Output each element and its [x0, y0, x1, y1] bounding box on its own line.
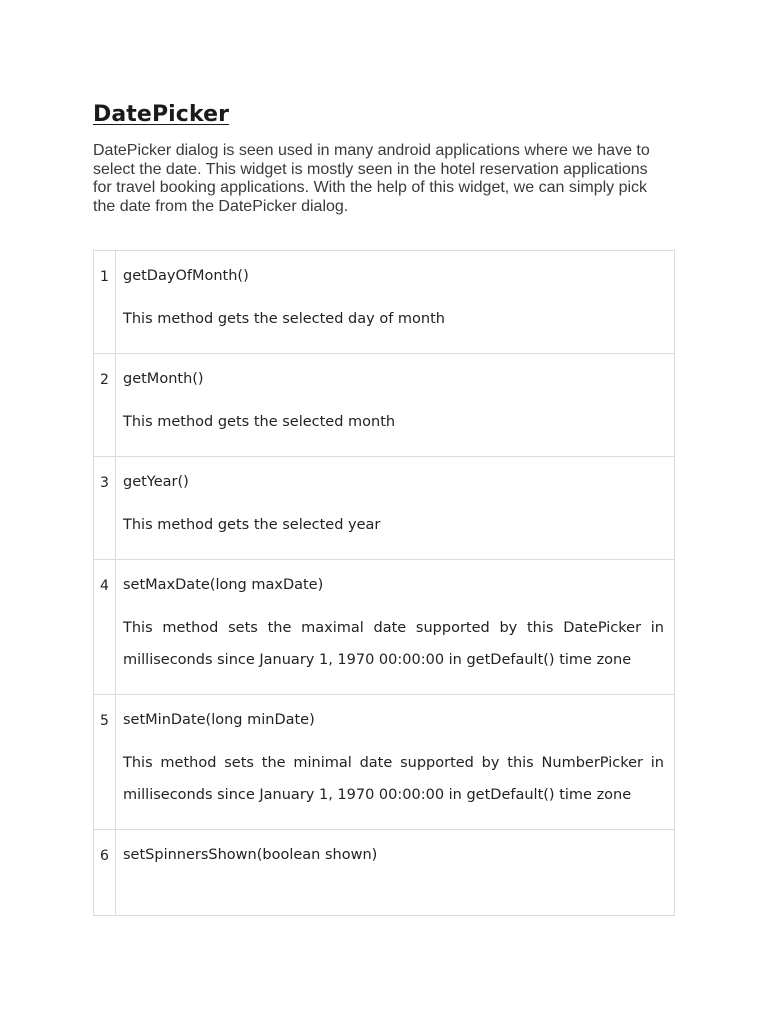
method-description: This method gets the selected day of month: [123, 311, 445, 327]
method-cell: [116, 560, 675, 695]
method-description: This method gets the selected month: [123, 414, 396, 430]
page-title: DatePicker: [93, 102, 230, 127]
method-signature: setSpinnersShown(boolean shown): [123, 847, 378, 863]
table-row: [94, 560, 675, 695]
row-number: 1: [94, 251, 116, 354]
method-cell: [116, 354, 675, 457]
row-number: 4: [94, 560, 116, 695]
method-signature: setMinDate(long minDate): [123, 712, 315, 728]
method-signature: getMonth(): [123, 371, 204, 387]
method-description: This method sets the minimal date supported by this NumberPicker in milliseconds since January 1, 1970 00:00:00 in getDefault() time zone: [123, 755, 664, 803]
method-cell: [116, 830, 675, 916]
row-number: 3: [94, 457, 116, 560]
method-signature: getDayOfMonth(): [123, 268, 249, 284]
table-row: [94, 251, 675, 354]
table-row: [94, 457, 675, 560]
method-signature: setMaxDate(long maxDate): [123, 577, 324, 593]
row-number: 5: [94, 695, 116, 830]
method-cell: [116, 695, 675, 830]
table-row: [94, 830, 675, 916]
method-signature: getYear(): [123, 474, 189, 490]
row-number: 6: [94, 830, 116, 916]
methods-table: [93, 250, 675, 916]
document-page: [93, 96, 676, 864]
method-cell: [116, 251, 675, 354]
method-description: This method sets the maximal date supported by this DatePicker in milliseconds since January 1, 1970 00:00:00 in getDefault() time zone: [123, 620, 664, 668]
method-description: This method gets the selected year: [123, 517, 381, 533]
method-cell: [116, 457, 675, 560]
row-number: 2: [94, 354, 116, 457]
intro-paragraph: DatePicker dialog is seen used in many android applications where we have to select the date. This widget is mostly seen in the hotel reservation applications for travel booking applications. With the help of this widget, we can simply pick the date from the DatePicker dialog.: [93, 142, 650, 215]
table-row: [94, 695, 675, 830]
table-row: [94, 354, 675, 457]
